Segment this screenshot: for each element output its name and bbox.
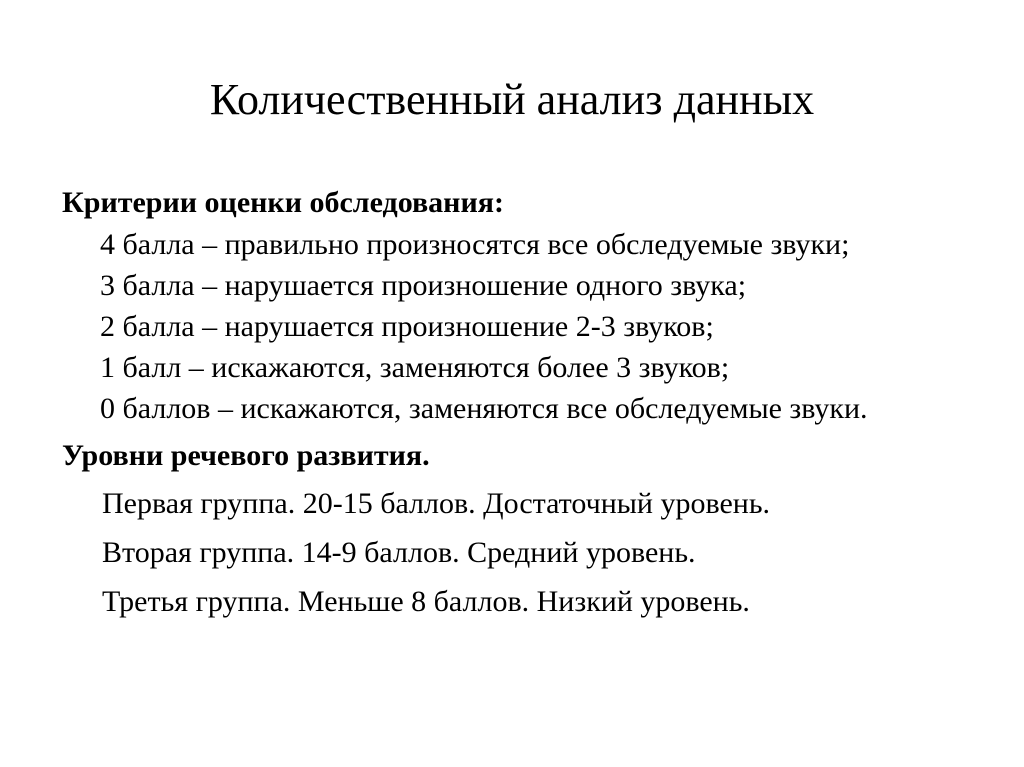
criteria-item-1: 1 балл – искажаются, заменяются более 3 звуков;	[100, 351, 730, 384]
criteria-item-3: 3 балла – нарушается произношение одного звука;	[100, 269, 747, 302]
slide-title: Количественный анализ данных	[209, 75, 815, 124]
level-item-first-group: Первая группа. 20-15 баллов. Достаточный уровень.	[102, 487, 771, 520]
slide-content	[62, 182, 982, 626]
level-item-second-group: Вторая группа. 14-9 баллов. Средний уровень.	[102, 536, 696, 569]
levels-heading: Уровни речевого развития.	[62, 439, 430, 472]
criteria-heading: Критерии оценки обследования:	[62, 186, 504, 219]
criteria-item-2: 2 балла – нарушается произношение 2-3 звуков;	[100, 310, 714, 343]
criteria-list	[62, 224, 982, 429]
levels-list	[62, 479, 982, 626]
level-item-third-group: Третья группа. Меньше 8 баллов. Низкий уровень.	[102, 585, 750, 618]
criteria-item-4: 4 балла – правильно произносятся все обследуемые звуки;	[100, 228, 850, 261]
criteria-item-0: 0 баллов – искажаются, заменяются все обследуемые звуки.	[100, 392, 868, 425]
